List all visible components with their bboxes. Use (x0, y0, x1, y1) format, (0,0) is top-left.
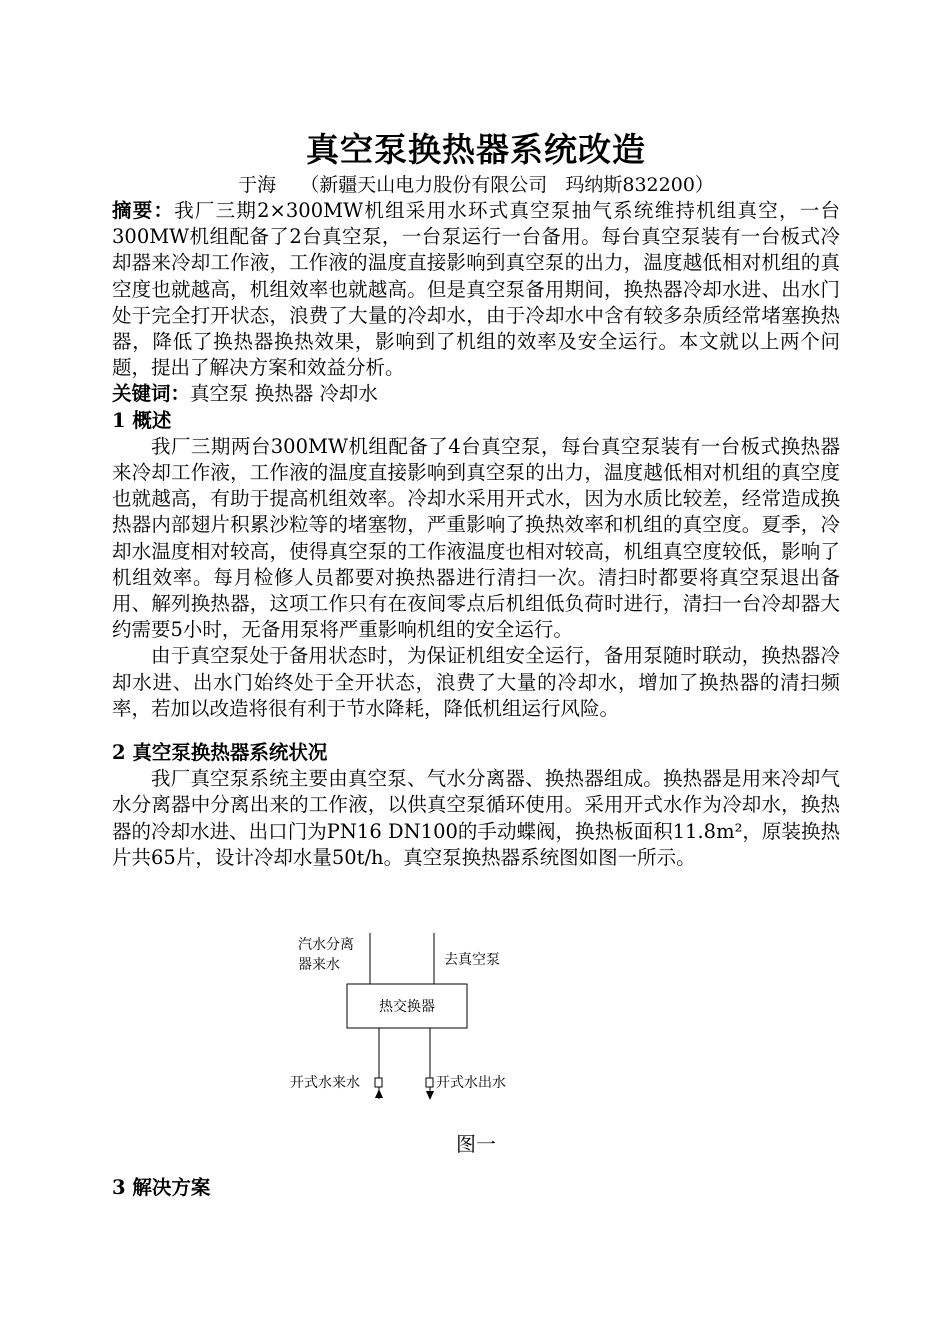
valve-out-icon (426, 1078, 433, 1087)
keywords-text: 真空泵 换热器 冷却水 (190, 382, 378, 406)
water-out-label: 开式水出水 (436, 1075, 506, 1092)
inlet-top-label-2: 器来水 (298, 957, 340, 974)
section3-heading: 3 解决方案 (112, 1176, 211, 1200)
section1-paragraph-1: 我厂三期两台300MW机组配备了4台真空泵，每台真空泵装有一台板式换热器来冷却工作液，工作液的温度直接影响到真空泵的出力，温度越低相对机组的真空度也就越高，有助于提高机组效率。冷却水采用开式水，因为水质比较差，经常造成换热器内部翅片积累沙粒等的堵塞物，严重影响了换热效率和机组的真空度。夏季，冷却水温度相对较高，使得真空泵的工作液温度也相对较高，机组真空度较低，影响了机组效率。每月检修人员都要对换热器进行清扫一次。清扫时都要将真空泵退出备用、解列换热器，这项工作只有在夜间零点后机组低负荷时进行，清扫一台冷却器大约需要5小时，无备用泵将严重影响机组的安全运行。 (112, 434, 840, 642)
figure-caption: 图一 (456, 1132, 496, 1157)
section2-paragraph-1: 我厂真空泵系统主要由真空泵、气水分离器、换热器组成。换热器是用来冷却气水分离器中分离出来的工作液，以供真空泵循环使用。采用开式水作为冷却水，换热器的冷却水进、出口门为PN16 DN100的手动蝶阀，换热板面积11.8m²，原装换热片共65片，设计冷却水量50t/h。真空泵换热器系统图如图一所示。 (112, 767, 840, 869)
section2-heading: 2 真空泵换热器系统状况 (112, 741, 328, 765)
author-affiliation: 于海 （新疆天山电力股份有限公司 玛纳斯832200） (238, 174, 714, 196)
keywords-label: 关键词： (112, 382, 191, 406)
water-in-label: 开式水来水 (290, 1075, 360, 1092)
section1-paragraph-2: 由于真空泵处于备用状态时，为保证机组安全运行，备用泵随时联动，换热器冷却水进、出水门始终处于全开状态，浪费了大量的冷却水，增加了换热器的清扫频率，若加以改造将很有利于节水降耗，降低机组运行风险。 (112, 644, 840, 720)
valve-in-icon (375, 1078, 382, 1087)
abstract-paragraph (112, 198, 840, 381)
abstract-text: 我厂三期2×300MW机组采用水环式真空泵抽气系统维持机组真空，一台300MW机组配备了2台真空泵，一台泵运行一台备用。每台真空泵装有一台板式冷却器来冷却工作液，工作液的温度直接影响到真空泵的出力，温度越低相对机组的真空度也就越高，机组效率也就越高。但是真空泵备用期间，换热器冷却水进、出水门处于完全打开状态，浪费了大量的冷却水，由于冷却水中含有较多杂质经常堵塞换热器，降低了换热器换热效果，影响到了机组的效率及安全运行。本文就以上两个问题，提出了解决方案和效益分析。 (112, 199, 840, 380)
box-label: 热交换器 (379, 999, 435, 1016)
inlet-top-label-1: 汽水分离 (298, 937, 354, 954)
spacer (112, 1157, 840, 1175)
water-in-arrow-icon (375, 1089, 383, 1098)
spacer (112, 722, 840, 740)
figure-1-diagram (112, 891, 840, 1131)
water-out-arrow-icon (426, 1091, 434, 1100)
abstract-label: 摘要： (112, 199, 175, 222)
document-title: 真空泵换热器系统改造 (306, 130, 646, 169)
section1-heading: 1 概述 (112, 408, 172, 432)
document-page (112, 128, 840, 1201)
keywords-paragraph (112, 381, 840, 407)
outlet-top-label: 去真空泵 (444, 952, 500, 969)
heat-exchanger-diagram (112, 891, 840, 1131)
